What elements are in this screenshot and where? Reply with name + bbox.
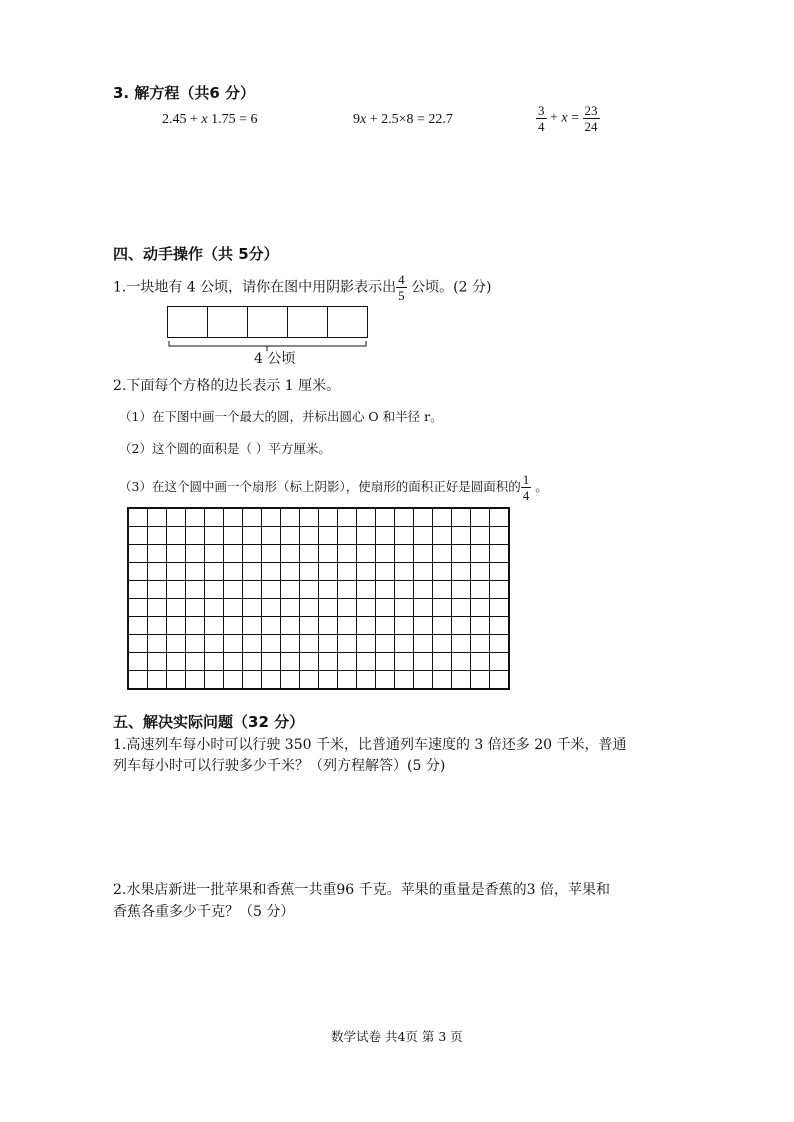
grid-square[interactable]: [300, 563, 319, 581]
grid-square[interactable]: [490, 635, 510, 653]
grid-square[interactable]: [490, 527, 510, 545]
grid-square[interactable]: [414, 563, 433, 581]
land-cell[interactable]: [248, 307, 288, 337]
grid-square[interactable]: [414, 671, 433, 690]
grid-square[interactable]: [452, 563, 471, 581]
grid-square[interactable]: [490, 581, 510, 599]
grid-square[interactable]: [395, 635, 414, 653]
grid-square[interactable]: [338, 581, 357, 599]
grid-square[interactable]: [452, 508, 471, 527]
eq2-var: x: [360, 112, 367, 127]
grid-square[interactable]: [319, 635, 338, 653]
brace-label: 4 公顷: [254, 351, 296, 367]
grid-square[interactable]: [376, 599, 395, 617]
grid-square[interactable]: [395, 508, 414, 527]
grid-row: [128, 527, 509, 545]
grid-square[interactable]: [338, 545, 357, 563]
equation-1: [162, 112, 258, 128]
grid-square[interactable]: [167, 527, 186, 545]
grid-square[interactable]: [452, 671, 471, 690]
grid-square[interactable]: [452, 653, 471, 671]
grid-square[interactable]: [281, 617, 300, 635]
grid-square[interactable]: [128, 635, 148, 653]
grid-square[interactable]: [471, 545, 490, 563]
grid-square[interactable]: [243, 527, 262, 545]
grid-square[interactable]: [338, 671, 357, 690]
grid-square[interactable]: [376, 653, 395, 671]
grid-square[interactable]: [300, 581, 319, 599]
square-grid[interactable]: [127, 507, 510, 690]
grid-square[interactable]: [490, 653, 510, 671]
grid-square[interactable]: [395, 617, 414, 635]
section5-q1-line2: 列车每小时可以行驶多少千米？（列方程解答）(5 分): [113, 758, 446, 774]
grid-square[interactable]: [300, 653, 319, 671]
grid-square[interactable]: [148, 635, 167, 653]
grid-square[interactable]: [167, 671, 186, 690]
section5-heading: 五、解决实际问题（32 分）: [113, 713, 305, 731]
grid-square[interactable]: [224, 527, 243, 545]
grid-square[interactable]: [167, 653, 186, 671]
q1-fraction: [396, 272, 407, 303]
eq3-fraction-left: [536, 103, 547, 134]
grid-square[interactable]: [357, 599, 376, 617]
sub3-fraction: [521, 472, 532, 503]
grid-square[interactable]: [471, 508, 490, 527]
grid-square[interactable]: [395, 581, 414, 599]
grid-square[interactable]: [490, 617, 510, 635]
grid-square[interactable]: [376, 508, 395, 527]
grid-square[interactable]: [128, 527, 148, 545]
section4-q2-sub1: （1）在下图中画一个最大的圆，并标出圆心 O 和半径 r。: [119, 409, 443, 424]
grid-row: [128, 508, 509, 527]
grid-square[interactable]: [395, 527, 414, 545]
land-cell[interactable]: [168, 307, 208, 337]
grid-square[interactable]: [243, 635, 262, 653]
sub3-frac-num: 1: [522, 472, 530, 487]
grid-square[interactable]: [433, 599, 452, 617]
grid-square[interactable]: [128, 617, 148, 635]
grid-square[interactable]: [224, 581, 243, 599]
eq3-fraction-right: [583, 103, 600, 134]
grid-square[interactable]: [224, 599, 243, 617]
grid-square[interactable]: [357, 508, 376, 527]
grid-square[interactable]: [167, 599, 186, 617]
grid-square[interactable]: [186, 527, 205, 545]
grid-square[interactable]: [471, 671, 490, 690]
grid-square[interactable]: [490, 563, 510, 581]
grid-square[interactable]: [433, 527, 452, 545]
grid-square[interactable]: [338, 527, 357, 545]
grid-square[interactable]: [148, 599, 167, 617]
grid-square[interactable]: [338, 599, 357, 617]
grid-square[interactable]: [186, 653, 205, 671]
grid-square[interactable]: [205, 671, 224, 690]
land-cell[interactable]: [208, 307, 248, 337]
grid-square[interactable]: [243, 617, 262, 635]
grid-square[interactable]: [433, 671, 452, 690]
grid-square[interactable]: [414, 508, 433, 527]
eq3-den: 4: [538, 119, 545, 134]
grid-square[interactable]: [167, 508, 186, 527]
grid-square[interactable]: [148, 671, 167, 690]
grid-square[interactable]: [357, 671, 376, 690]
grid-square[interactable]: [338, 635, 357, 653]
grid-square[interactable]: [186, 617, 205, 635]
grid-square[interactable]: [452, 635, 471, 653]
grid-square[interactable]: [433, 545, 452, 563]
grid-square[interactable]: [243, 563, 262, 581]
grid-square[interactable]: [395, 671, 414, 690]
grid-square[interactable]: [243, 508, 262, 527]
sub3-frac-den: 4: [522, 488, 530, 503]
grid-square[interactable]: [262, 545, 281, 563]
section5-q2-line1: 2.水果店新进一批苹果和香蕉一共重96 千克。苹果的重量是香蕉的3 倍，苹果和: [113, 882, 610, 898]
q1-frac-den: 5: [398, 288, 405, 303]
grid-square[interactable]: [205, 563, 224, 581]
section4-q2-intro: 2.下面每个方格的边长表示 1 厘米。: [113, 378, 341, 394]
grid-square[interactable]: [414, 581, 433, 599]
grid-square[interactable]: [128, 563, 148, 581]
grid-square[interactable]: [300, 635, 319, 653]
grid-square[interactable]: [205, 617, 224, 635]
eq3-rden: 24: [584, 119, 598, 134]
grid-square[interactable]: [338, 617, 357, 635]
eq3-num: 3: [538, 103, 545, 118]
eq1-right: 1.75 = 6: [207, 112, 258, 127]
grid-square[interactable]: [395, 599, 414, 617]
grid-square[interactable]: [148, 563, 167, 581]
grid-square[interactable]: [357, 527, 376, 545]
grid-square[interactable]: [376, 671, 395, 690]
grid-square[interactable]: [167, 617, 186, 635]
grid-square[interactable]: [414, 599, 433, 617]
grid-square[interactable]: [205, 599, 224, 617]
grid-row: [128, 581, 509, 599]
grid-square[interactable]: [148, 653, 167, 671]
section4-heading: 四、动手操作（共 5分）: [113, 245, 279, 263]
grid-square[interactable]: [281, 599, 300, 617]
grid-square[interactable]: [357, 563, 376, 581]
grid-square[interactable]: [433, 581, 452, 599]
q1-text-after: 公顷。(2 分): [406, 279, 492, 296]
eq3-equals: =: [567, 110, 583, 126]
eq3-rnum: 23: [584, 103, 598, 118]
land-cell[interactable]: [328, 307, 367, 337]
grid-square[interactable]: [186, 599, 205, 617]
grid-square[interactable]: [186, 671, 205, 690]
section5-q1-line1: 1.高速列车每小时可以行驶 350 千米，比普通列车速度的 3 倍还多 20 千米，普通: [113, 737, 627, 753]
equation-3: [536, 103, 600, 134]
grid-square[interactable]: [262, 599, 281, 617]
grid-square[interactable]: [490, 671, 510, 690]
grid-square[interactable]: [281, 635, 300, 653]
grid-square[interactable]: [452, 617, 471, 635]
grid-square[interactable]: [414, 635, 433, 653]
grid-square[interactable]: [205, 545, 224, 563]
section5-q2-line2: 香蕉各重多少千克？（5 分）: [113, 904, 295, 920]
grid-square[interactable]: [357, 581, 376, 599]
grid-square[interactable]: [128, 545, 148, 563]
grid-square[interactable]: [262, 653, 281, 671]
grid-square[interactable]: [395, 653, 414, 671]
grid-square[interactable]: [262, 508, 281, 527]
grid-square[interactable]: [128, 581, 148, 599]
grid-square[interactable]: [167, 563, 186, 581]
grid-square[interactable]: [262, 671, 281, 690]
grid-square[interactable]: [205, 581, 224, 599]
grid-square[interactable]: [224, 635, 243, 653]
grid-square[interactable]: [433, 617, 452, 635]
grid-row: [128, 617, 509, 635]
eq2-coef: 9: [353, 112, 360, 127]
grid-square[interactable]: [281, 671, 300, 690]
equation-2: [353, 112, 453, 128]
grid-square[interactable]: [186, 545, 205, 563]
grid-square[interactable]: [471, 581, 490, 599]
grid-square[interactable]: [186, 563, 205, 581]
grid-square[interactable]: [281, 653, 300, 671]
grid-square[interactable]: [262, 527, 281, 545]
grid-square[interactable]: [319, 617, 338, 635]
grid-square[interactable]: [357, 653, 376, 671]
q1-text-before: 1.一块地有 4 公顷，请你在图中用阴影表示出: [113, 279, 397, 296]
grid-square[interactable]: [243, 599, 262, 617]
page-footer: 数学试卷 共4页 第 3 页: [331, 1029, 463, 1044]
grid-square[interactable]: [319, 653, 338, 671]
grid-square[interactable]: [357, 635, 376, 653]
grid-square[interactable]: [300, 599, 319, 617]
grid-square[interactable]: [243, 653, 262, 671]
grid-square[interactable]: [224, 508, 243, 527]
grid-square[interactable]: [319, 599, 338, 617]
grid-square[interactable]: [128, 508, 148, 527]
section4-q2-sub3: [119, 472, 548, 503]
grid-square[interactable]: [452, 599, 471, 617]
grid-square[interactable]: [281, 563, 300, 581]
grid-square[interactable]: [148, 581, 167, 599]
grid-square[interactable]: [414, 653, 433, 671]
grid-row: [128, 653, 509, 671]
grid-square[interactable]: [243, 545, 262, 563]
grid-square[interactable]: [433, 653, 452, 671]
eq3-var: x: [561, 110, 568, 126]
grid-square[interactable]: [338, 653, 357, 671]
grid-square[interactable]: [205, 635, 224, 653]
land-cell[interactable]: [288, 307, 328, 337]
grid-square[interactable]: [452, 527, 471, 545]
grid-square[interactable]: [128, 599, 148, 617]
grid-square[interactable]: [148, 617, 167, 635]
grid-square[interactable]: [319, 527, 338, 545]
grid-square[interactable]: [300, 545, 319, 563]
grid-square[interactable]: [376, 635, 395, 653]
grid-square[interactable]: [281, 527, 300, 545]
grid-row: [128, 599, 509, 617]
grid-square[interactable]: [471, 653, 490, 671]
eq1-left: 2.45 +: [162, 112, 202, 127]
grid-square[interactable]: [243, 671, 262, 690]
grid-square[interactable]: [490, 508, 510, 527]
grid-square[interactable]: [281, 508, 300, 527]
grid-square[interactable]: [243, 581, 262, 599]
grid-square[interactable]: [128, 653, 148, 671]
grid-square[interactable]: [338, 508, 357, 527]
grid-square[interactable]: [262, 581, 281, 599]
grid-square[interactable]: [319, 581, 338, 599]
grid-square[interactable]: [395, 563, 414, 581]
grid-square[interactable]: [205, 508, 224, 527]
grid-square[interactable]: [433, 508, 452, 527]
grid-square[interactable]: [205, 653, 224, 671]
grid-square[interactable]: [376, 527, 395, 545]
grid-square[interactable]: [319, 671, 338, 690]
grid-square[interactable]: [357, 545, 376, 563]
grid-square[interactable]: [414, 545, 433, 563]
grid-square[interactable]: [490, 545, 510, 563]
grid-square[interactable]: [186, 635, 205, 653]
grid-row: [128, 635, 509, 653]
grid-square[interactable]: [471, 527, 490, 545]
grid-square[interactable]: [471, 635, 490, 653]
grid-square[interactable]: [224, 653, 243, 671]
grid-square[interactable]: [319, 508, 338, 527]
section4-q1: [113, 272, 491, 303]
grid-square[interactable]: [376, 581, 395, 599]
grid-square[interactable]: [319, 545, 338, 563]
grid-square[interactable]: [471, 599, 490, 617]
eq3-plus: +: [546, 110, 562, 126]
section4-q2-sub2: （2）这个圆的面积是（ ）平方厘米。: [119, 441, 331, 456]
grid-row: [128, 671, 509, 690]
grid-square[interactable]: [452, 545, 471, 563]
grid-square[interactable]: [414, 617, 433, 635]
grid-square[interactable]: [376, 617, 395, 635]
grid-square[interactable]: [300, 671, 319, 690]
grid-square[interactable]: [148, 545, 167, 563]
grid-square[interactable]: [471, 563, 490, 581]
grid-square[interactable]: [148, 527, 167, 545]
sub3-text-before: （3）在这个圆中画一个扇形（标上阴影），使扇形的面积正好是圆面积的: [119, 479, 521, 494]
grid-square[interactable]: [376, 545, 395, 563]
grid-square[interactable]: [300, 527, 319, 545]
grid-square[interactable]: [376, 563, 395, 581]
grid-row: [128, 545, 509, 563]
grid-square[interactable]: [395, 545, 414, 563]
grid-square[interactable]: [167, 581, 186, 599]
section3-heading: 3. 解方程（共6 分）: [113, 84, 256, 102]
q1-frac-num: 4: [398, 272, 405, 287]
grid-square[interactable]: [433, 635, 452, 653]
grid-square[interactable]: [224, 617, 243, 635]
grid-square[interactable]: [490, 599, 510, 617]
grid-square[interactable]: [186, 581, 205, 599]
grid-square[interactable]: [281, 545, 300, 563]
grid-square[interactable]: [452, 581, 471, 599]
grid-square[interactable]: [224, 563, 243, 581]
grid-square[interactable]: [338, 563, 357, 581]
grid-square[interactable]: [224, 671, 243, 690]
grid-square[interactable]: [186, 508, 205, 527]
grid-square[interactable]: [471, 617, 490, 635]
grid-square[interactable]: [262, 635, 281, 653]
eq1-var: x: [201, 112, 208, 127]
grid-square[interactable]: [262, 617, 281, 635]
land-strip[interactable]: [167, 306, 368, 338]
grid-square[interactable]: [414, 527, 433, 545]
grid-square[interactable]: [357, 617, 376, 635]
grid-row: [128, 563, 509, 581]
grid-square[interactable]: [128, 671, 148, 690]
grid-square[interactable]: [262, 563, 281, 581]
grid-square[interactable]: [205, 527, 224, 545]
grid-square[interactable]: [167, 545, 186, 563]
grid-square[interactable]: [148, 508, 167, 527]
sub3-text-after: 。: [531, 479, 548, 494]
grid-square[interactable]: [433, 563, 452, 581]
grid-square[interactable]: [300, 508, 319, 527]
grid-square[interactable]: [281, 581, 300, 599]
grid-square[interactable]: [300, 617, 319, 635]
grid-square[interactable]: [224, 545, 243, 563]
grid-square[interactable]: [167, 635, 186, 653]
eq2-right: + 2.5×8 = 22.7: [366, 112, 453, 127]
grid-square[interactable]: [319, 563, 338, 581]
